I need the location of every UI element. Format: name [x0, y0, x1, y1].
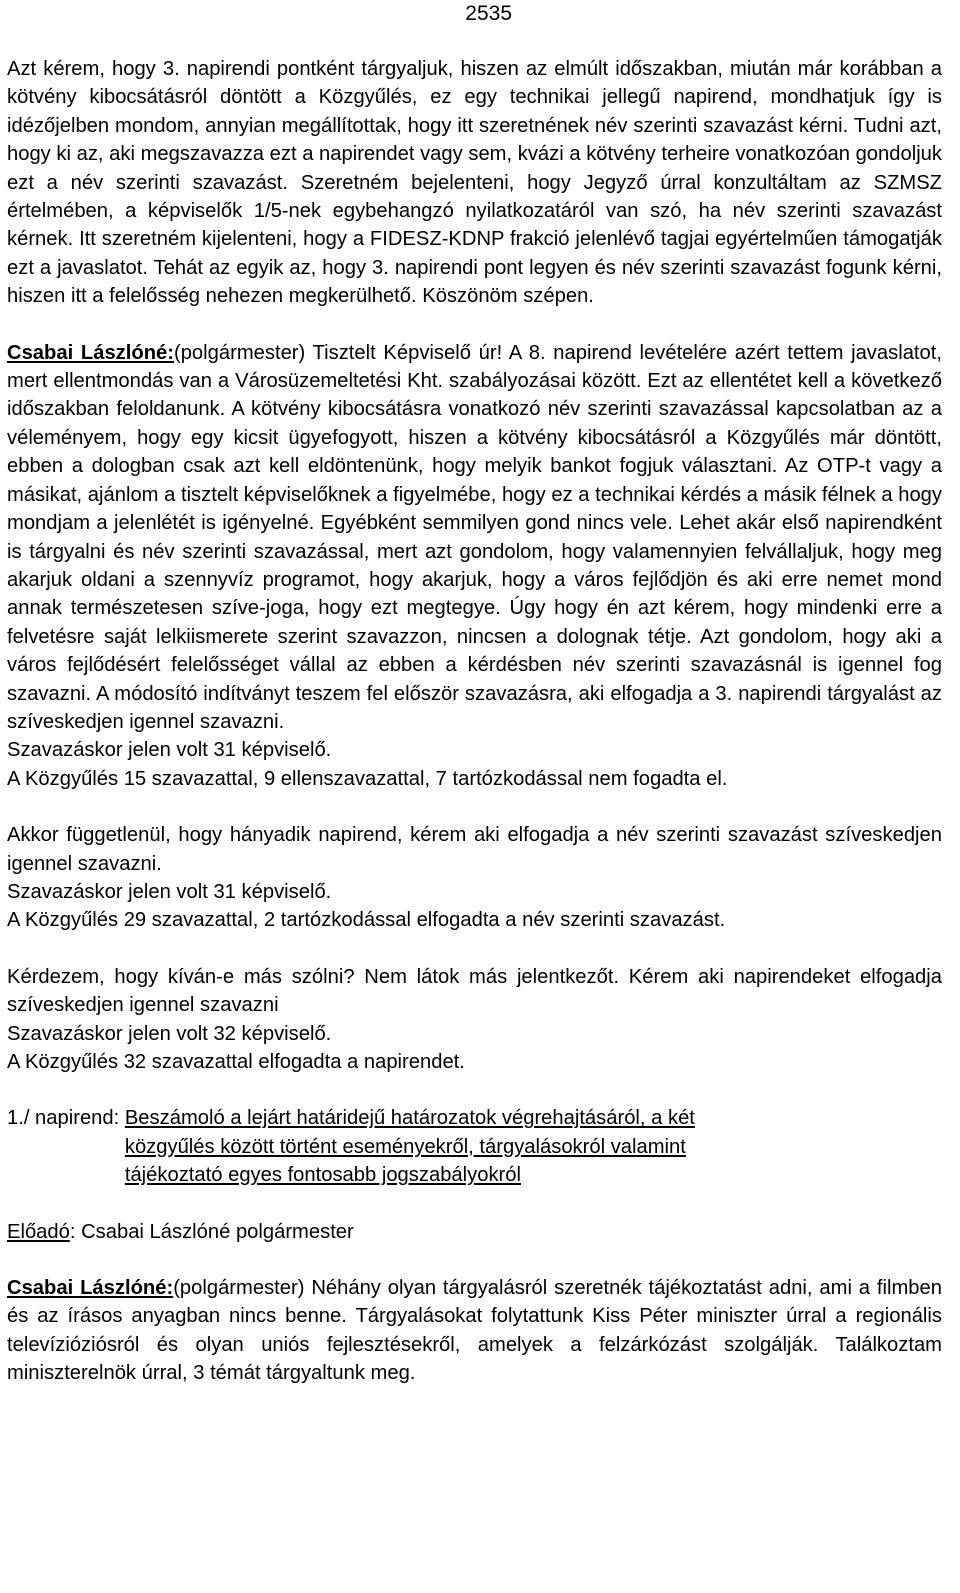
speech-text: (polgármester) Tisztelt Képviselő úr! A 8. napirend levételére azért tettem javaslatot, mert ellentmondás van a Városüzemeltetési Kht. szabályozásai között. Ezt az ellentétet kell a következő időszakban feloldanunk. A kötvény kibocsátásra vonatkozó név szerinti szavazással kapcsolatban az a véleményem, hogy egy kicsit ügyefogyott, hiszen a kötvény kibocsátásról a Közgyűlés már döntött, ebben a dologban csak azt kell eldöntenünk, hogy melyik bankot fogjuk választani. Az OTP-t vagy a másikat, ajánlom a tisztelt képviselőknek a figyelmébe, hogy ez a technikai kérdés a másik félnek a hogy mondjam a jelenlétét is igényelné. Egyébként semmilyen gond nincs vele. Lehet akár első napirendként is tárgyalni és név szerinti szavazással, mert azt gondolom, hogy valamennyien felvállaljuk, hogy meg akarjuk oldani a szennyvíz programot, hogy akarjuk, hogy a város fejlődjön és aki erre nemet mond annak természetesen szíve-joga, hogy ezt megtegye. Úgy hogy én azt kérem, hogy mindenki erre a felvetésre saját lelkiismerete szerint szavazzon, nincsen a dolognak tétje. Azt gondolom, hogy aki a város fejlődésért felelősséget vállal az ebben a kérdésben név szerinti szavazásnál is igennel fog szavazni. A módosító indítványt teszem fel először szavazásra, aki elfogadja a 3. napirendi tárgyalást az szíveskedjen igennel szavazni.	[7, 341, 942, 733]
vote-attendance: Szavazáskor jelen volt 32 képviselő.	[7, 1022, 332, 1045]
presenter-line	[7, 1218, 942, 1246]
agenda-item	[7, 1104, 942, 1189]
agenda-title	[125, 1104, 695, 1189]
page-number: 2535	[465, 2, 512, 25]
presenter-label: Előadó	[7, 1220, 70, 1243]
presenter-name: : Csabai Lászlóné polgármester	[69, 1220, 354, 1243]
vote-attendance: Szavazáskor jelen volt 31 képviselő.	[7, 880, 332, 903]
agenda-title-line: közgyűlés között történt eseményekről, tárgyalásokról valamint	[124, 1135, 686, 1158]
vote-attendance: Szavazáskor jelen volt 31 képviselő.	[7, 739, 332, 762]
paragraph-roll-call: Akkor függetlenül, hogy hányadik napirend, kérem aki elfogadja a név szerinti szavazást szíveskedjen igennel szavazni.	[7, 824, 942, 875]
agenda-title-line: tájékoztató egyes fontosabb jogszabályokról	[124, 1164, 521, 1187]
vote-result: A Közgyűlés 15 szavazattal, 9 ellenszavazattal, 7 tartózkodással nem fogadta el.	[7, 767, 728, 790]
vote-result: A Közgyűlés 32 szavazattal elfogadta a napirendet.	[7, 1051, 465, 1073]
agenda-title-line: Beszámoló a lejárt határidejű határozatok végrehajtásáról, a két	[124, 1107, 695, 1130]
speech-text: (polgármester) Néhány olyan tárgyalásról szeretnék tájékoztatást adni, ami a filmben és az írásos anyagban nincs benne. Tárgyalásokat folytattunk Kiss Péter miniszter úrral a regionális televízióziósról és olyan uniós fejlesztésekről, amelyek a felzárkózást szolgálják. Találkoztam miniszterelnök úrral, 3 témát tárgyaltunk meg.	[7, 1277, 942, 1385]
agenda-label: 1./ napirend:	[7, 1107, 125, 1130]
speaker-name: Csabai Lászlóné:	[7, 1277, 174, 1300]
speaker-name: Csabai Lászlóné:	[7, 341, 174, 364]
paragraph-mayor-response	[7, 339, 942, 737]
vote-result: A Közgyűlés 29 szavazattal, 2 tartózkodással elfogadta a név szerinti szavazást.	[7, 909, 726, 932]
paragraph-intro: Azt kérem, hogy 3. napirendi pontként tárgyaljuk, hiszen az elmúlt időszakban, miután már korábban a kötvény kibocsátásról döntött a Közgyűlés, ez egy technikai jellegű napirend, mondhatjuk így is idézőjelben mondom, annyian megállítottak, hogy itt szeretnének név szerinti szavazást kérni. Tudni azt, hogy ki az, aki megszavazza ezt a napirendet vagy sem, kvázi a kötvény terheire vonatkozóan gondoljuk ezt a név szerinti szavazást. Szeretném bejelenteni, hogy Jegyző úrral konzultáltam az SZMSZ értelmében, a képviselők 1/5-nek egybehangzó nyilatkozatáról van szó, ha név szerinti szavazást kérnek. Itt szeretném kijelenteni, hogy a FIDESZ-KDNP frakció jelenlévő tagjai egyértelműen támogatják ezt a javaslatot. Tehát az egyik az, hogy 3. napirendi pont legyen és név szerinti szavazást fogunk kérni, hiszen itt a felelősség nehezen megkerülhető. Köszönöm szépen.	[7, 58, 942, 308]
paragraph-mayor-report	[7, 1274, 942, 1388]
paragraph-agenda-vote: Kérdezem, hogy kíván-e más szólni? Nem látok más jelentkezőt. Kérem aki napirendeket elfogadja szíveskedjen igennel szavazni	[7, 965, 942, 1017]
document-body	[7, 55, 942, 1388]
